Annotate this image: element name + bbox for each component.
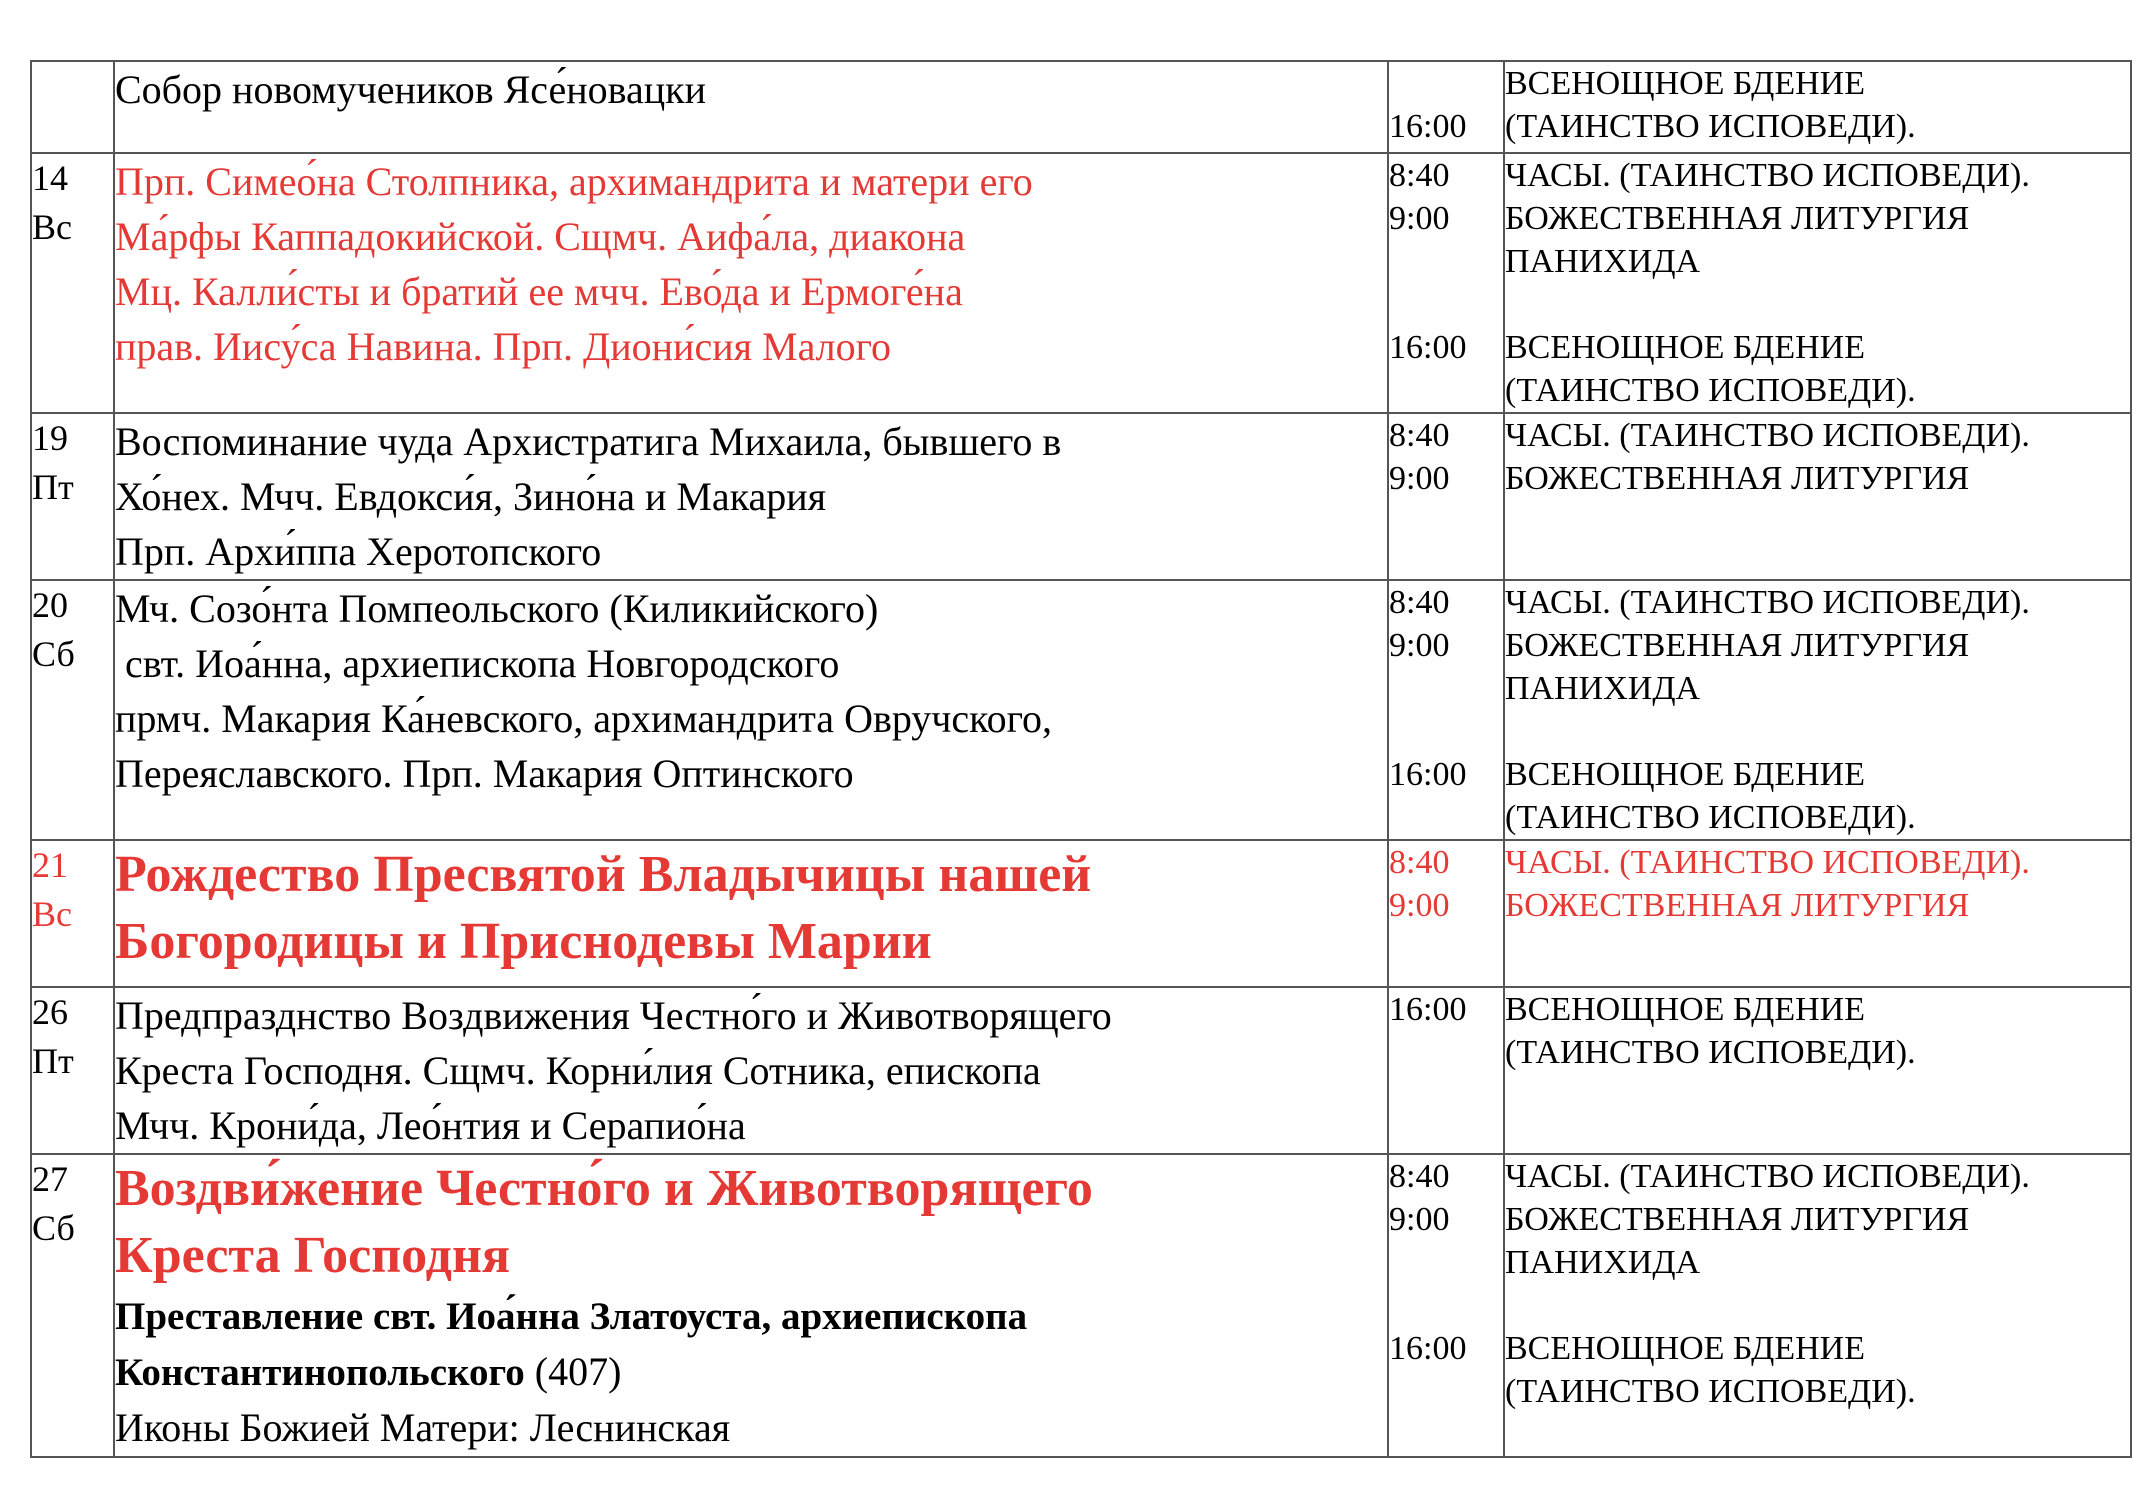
time-cell: 8:40 9:00 16:00: [1388, 1154, 1504, 1457]
service-cell: ЧАСЫ. (ТАИНСТВО ИСПОВЕДИ). БОЖЕСТВЕННАЯ ЛИТУРГИЯ ПАНИХИДА ВСЕНОЩНОЕ БДЕНИЕ (ТАИНСТВО ИСПОВЕДИ).: [1504, 153, 2131, 413]
day-cell: 26 Пт: [31, 987, 114, 1154]
commemoration-line: Прп. Симео́на Столпника, архимандрита и матери его: [115, 159, 1033, 204]
commemoration-line: прав. Иису́са Навина. Прп. Диони́сия Малого: [115, 324, 892, 369]
schedule-table: [30, 60, 2132, 1458]
commemoration-line: Ма́рфы Каппадокийской. Сщмч. Аифа́ла, диакона: [115, 214, 966, 259]
time-cell: 8:40 9:00: [1388, 413, 1504, 580]
commemoration-line: Креста Господня. Сщмч. Корни́лия Сотника, епископа: [115, 1048, 1041, 1093]
table-row: [31, 413, 2131, 580]
time-cell: 16:00: [1388, 987, 1504, 1154]
commemoration-line: Хо́нех. Мчч. Евдокси́я, Зино́на и Макария: [115, 474, 827, 519]
feast-title: Рождество Пресвятой Владычицы нашей: [115, 846, 1092, 903]
commemoration-line: Мц. Калли́сты и братий ее мчч. Ево́да и Ермоге́на: [115, 269, 963, 314]
table-row: [31, 840, 2131, 987]
table-row: [31, 153, 2131, 413]
commemoration-line: Иконы Божией Матери: Леснинская: [115, 1405, 731, 1450]
time-cell: 8:40 9:00 16:00: [1388, 580, 1504, 840]
commemoration-line: Прп. Архи́ппа Херотопского: [115, 529, 602, 574]
commemoration-line: Преставление свт. Иоа́нна Златоуста, архиепископа: [115, 1295, 1028, 1338]
commemoration-line: Мчч. Крони́да, Лео́нтия и Серапио́на: [115, 1103, 746, 1148]
description-cell: [114, 153, 1388, 413]
table-row: [31, 1154, 2131, 1457]
feast-title: Воздви́жение Честно́го и Животворящего: [115, 1160, 1093, 1217]
feast-title: Богородицы и Приснодевы Марии: [115, 913, 932, 970]
commemoration-line: Предпразднство Воздвижения Честно́го и Животворящего: [115, 993, 1112, 1038]
day-cell: [31, 61, 114, 153]
time-cell: 16:00: [1388, 61, 1504, 153]
day-cell: 27 Сб: [31, 1154, 114, 1457]
day-cell: 14 Вс: [31, 153, 114, 413]
service-cell: ВСЕНОЩНОЕ БДЕНИЕ (ТАИНСТВО ИСПОВЕДИ).: [1504, 61, 2131, 153]
commemoration-line: Переяславского. Прп. Макария Оптинского: [115, 751, 854, 796]
service-cell: ЧАСЫ. (ТАИНСТВО ИСПОВЕДИ). БОЖЕСТВЕННАЯ ЛИТУРГИЯ ПАНИХИДА ВСЕНОЩНОЕ БДЕНИЕ (ТАИНСТВО ИСПОВЕДИ).: [1504, 1154, 2131, 1457]
description-cell: [114, 413, 1388, 580]
table-row: [31, 61, 2131, 153]
description-cell: [114, 987, 1388, 1154]
table-row: [31, 987, 2131, 1154]
day-cell: 19 Пт: [31, 413, 114, 580]
commemoration-line: прмч. Макария Ка́невского, архимандрита Овручского,: [115, 696, 1052, 741]
table-row: [31, 580, 2131, 840]
commemoration-line: Константинопольского (407): [115, 1349, 622, 1394]
day-cell: 20 Сб: [31, 580, 114, 840]
commemoration-line: свт. Иоа́нна, архиепископа Новгородского: [115, 641, 840, 686]
description-cell: [114, 1154, 1388, 1457]
commemoration-line: Воспоминание чуда Архистратига Михаила, бывшего в: [115, 419, 1062, 464]
service-cell: ЧАСЫ. (ТАИНСТВО ИСПОВЕДИ). БОЖЕСТВЕННАЯ ЛИТУРГИЯ ПАНИХИДА ВСЕНОЩНОЕ БДЕНИЕ (ТАИНСТВО ИСПОВЕДИ).: [1504, 580, 2131, 840]
description-cell: [114, 580, 1388, 840]
feast-title: Креста Господня: [115, 1227, 511, 1284]
commemoration-line: Мч. Созо́нта Помпеольского (Киликийского): [115, 586, 879, 631]
time-cell: 8:40 9:00 16:00: [1388, 153, 1504, 413]
service-cell: ЧАСЫ. (ТАИНСТВО ИСПОВЕДИ). БОЖЕСТВЕННАЯ ЛИТУРГИЯ: [1504, 413, 2131, 580]
commemoration-line: Собор новомучеников Ясе́новацки: [115, 67, 707, 112]
description-cell: [114, 840, 1388, 987]
service-cell: ЧАСЫ. (ТАИНСТВО ИСПОВЕДИ). БОЖЕСТВЕННАЯ ЛИТУРГИЯ: [1504, 840, 2131, 987]
service-cell: ВСЕНОЩНОЕ БДЕНИЕ (ТАИНСТВО ИСПОВЕДИ).: [1504, 987, 2131, 1154]
day-cell: 21 Вс: [31, 840, 114, 987]
description-cell: [114, 61, 1388, 153]
time-cell: 8:40 9:00: [1388, 840, 1504, 987]
